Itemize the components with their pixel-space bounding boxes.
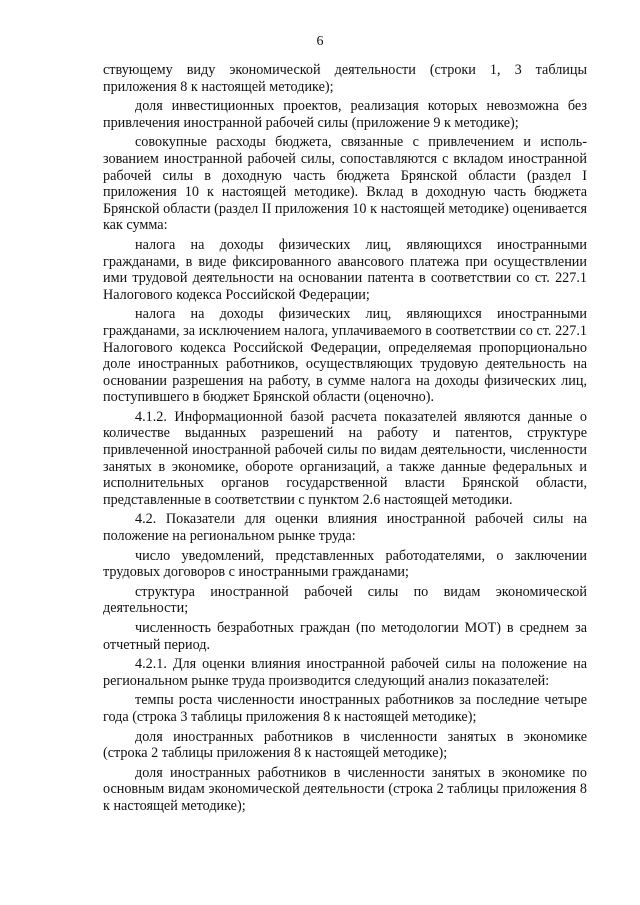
paragraph-continuation: ствующему виду экономической деятельности (строки 1, 3 таблицы приложения 8 к настоящей методике); [103,62,587,95]
paragraph-structure: структура иностранной рабочей силы по видам экономической деятельности; [103,583,587,617]
document-body [103,62,587,818]
paragraph-tax-permit: налога на доходы физических лиц, являющихся иностранными гражданами, за исключением налога, уплачиваемого в соответствии со ст. 227.1 Налогового кодекса Российской Федерации, определяемая пропорционально доле иностранных работников, осуществляющих трудовую деятельность на основании разрешения на работу, в сумме налога на доходы физических лиц, поступившего в бюджет Брянской области (оценочно). [103,306,587,406]
paragraph-unemployed: численность безработных граждан (по методологии МОТ) в среднем за отчетный период. [103,620,587,653]
paragraph-4-2: 4.2. Показатели для оценки влияния иностранной рабочей силы на положение на региональном рынке труда: [103,511,587,545]
page-number: 6 [316,34,324,49]
paragraph-4-2-1: 4.2.1. Для оценки влияния иностранной рабочей силы на положение на региональном рынке труда производится следующий анализ показателей: [103,656,587,689]
paragraph-growth-rate: темпы роста численности иностранных работников за последние четыре года (строка 3 таблицы приложения 8 к настоящей методике); [103,692,587,725]
paragraph-investment-share: доля инвестиционных проектов, реализация которых невозможна без привлечения иностранной рабочей силы (приложение 9 к методике); [103,98,587,131]
paragraph-budget-expenses: совокупные расходы бюджета, связанные с привлечением и использованием иностранной рабочей силы, сопоставляются с вкладом иностранной рабочей силы в доходную часть бюджета Брянской области (раздел I приложения 10 к настоящей методике). Вклад в доходную часть бюджета Брянской области (раздел II приложения 10 к настоящей методике) оценивается как сумма: [103,134,587,234]
paragraph-share-by-activity: доля иностранных работников в численности занятых в экономике по основным видам экономической деятельности (строка 2 таблицы приложения 8 к настоящей методике); [103,764,587,814]
paragraph-notifications: число уведомлений, представленных работодателями, о заключении трудовых договоров с иностранными гражданами; [103,547,587,581]
paragraph-share-employed: доля иностранных работников в численности занятых в экономике (строка 2 таблицы приложения 8 к настоящей методике); [103,728,587,762]
paragraph-tax-patent: налога на доходы физических лиц, являющихся иностранными гражданами, в виде фиксированного авансового платежа при осуществлении ими трудовой деятельности на основании патента в соответствии со ст. 227.1 Налогового кодекса Российской Федерации; [103,236,587,303]
paragraph-4-1-2: 4.1.2. Информационной базой расчета показателей являются данные о количестве выданных разрешений на работу и патентов, структуре привлеченной иностранной рабочей силы по видам деятельности, численности занятых в экономике, обороте организаций, а также данные федеральных и исполнительных органов государственной власти Брянской области, представленные в соответствии с пунктом 2.6 настоящей методики. [103,408,587,508]
